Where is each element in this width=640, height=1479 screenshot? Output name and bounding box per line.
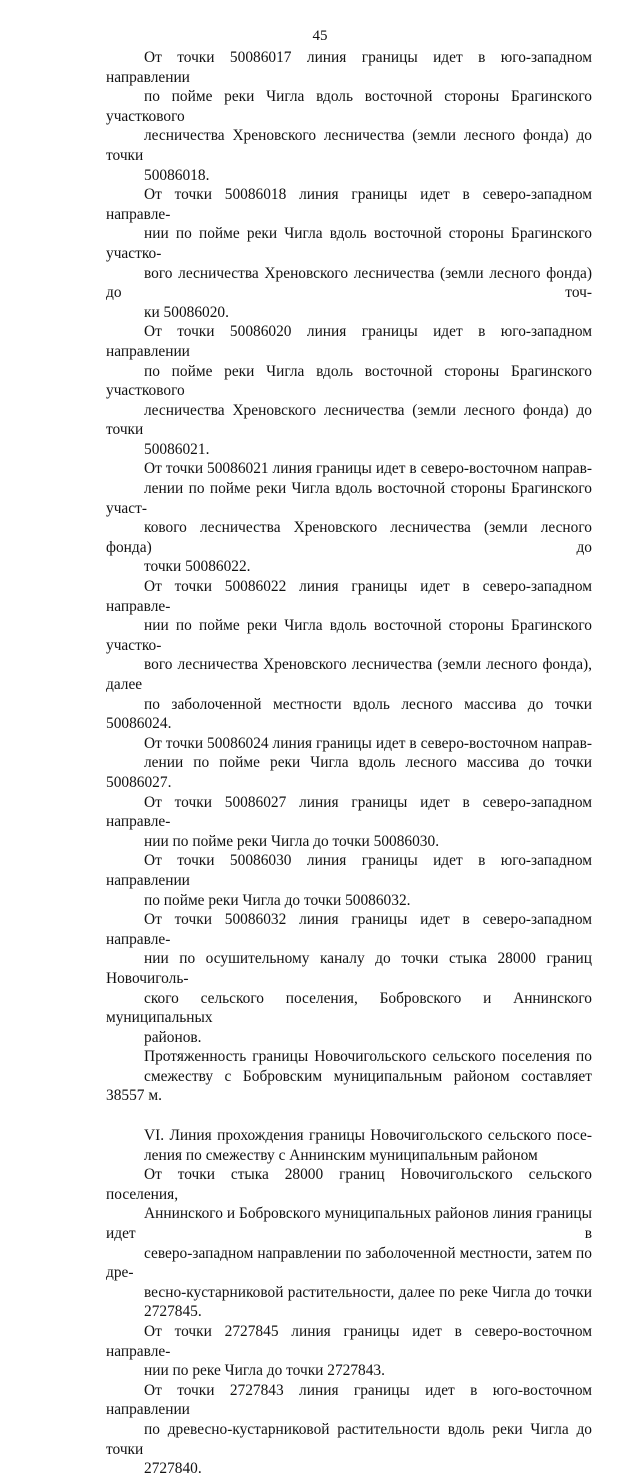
text-line: От точки 50086022 линия границы идет в северо-западном направле- <box>106 578 592 615</box>
text-line: районов. <box>144 1028 202 1046</box>
paragraph <box>106 322 592 459</box>
text-line: вого лесничества Хреновского лесничества (земли лесного фонда), далее <box>106 656 592 693</box>
boundary-description-section-vi <box>106 1165 592 1479</box>
text-line: ского сельского поселения, Бобровского и Аннинского муниципальных <box>106 989 592 1027</box>
text-line: нии по пойме реки Чигла до точки 50086030. <box>144 832 440 850</box>
section-heading-vi <box>106 1126 592 1165</box>
paragraph <box>106 459 592 577</box>
paragraph <box>106 185 592 322</box>
text-line: Аннинского и Бобровского муниципальных районов линия границы идет в <box>106 1205 592 1243</box>
text-line: вого лесничества Хреновского лесничества (земли лесного фонда) до точ- <box>106 264 592 302</box>
text-line: по заболоченной местности вдоль лесного массива до точки 50086024. <box>106 695 592 733</box>
boundary-description-section-v <box>106 48 592 1106</box>
text-line: От точки 50086032 линия границы идет в северо-западном направле- <box>106 911 592 948</box>
paragraph <box>106 1047 592 1106</box>
text-line: лении по пойме реки Чигла вдоль восточной стороны Брагинского участ- <box>106 480 592 517</box>
text-line: ления по смежеству с Аннинским муниципальным районом <box>144 1146 538 1164</box>
text-line: От точки 50086017 линия границы идет в юго-западном направлении <box>106 49 592 86</box>
section-gap <box>106 1106 592 1126</box>
paragraph <box>106 910 592 1047</box>
text-line: 50086021. <box>144 440 210 458</box>
text-line: Протяженность границы Новочигольского сельского поселения по <box>144 1048 592 1066</box>
paragraph <box>106 793 592 852</box>
text-line: по пойме реки Чигла вдоль восточной стороны Брагинского участкового <box>106 88 592 125</box>
text-line: От точки 50086020 линия границы идет в юго-западном направлении <box>106 323 592 360</box>
text-line: точки 50086022. <box>144 558 251 576</box>
text-line: 50086018. <box>144 166 210 184</box>
text-line: 2727845. <box>144 1303 202 1321</box>
text-line: лесничества Хреновского лесничества (земли лесного фонда) до точки <box>106 401 592 439</box>
text-line: нии по реке Чигла до точки 2727843. <box>144 1362 385 1380</box>
text-line: по древесно-кустарниковой растительности вдоль реки Чигла до точки <box>106 1420 592 1458</box>
text-line: нии по пойме реки Чигла вдоль восточной стороны Брагинского участко- <box>106 225 592 262</box>
page-number: 45 <box>312 28 328 44</box>
paragraph <box>106 734 592 793</box>
section-title <box>106 1126 592 1165</box>
text-line: От точки 50086018 линия границы идет в северо-западном направле- <box>106 186 592 223</box>
text-line: смежеству с Бобровским муниципальным районом составляет 38557 м. <box>106 1067 592 1105</box>
text-line: От точки 2727843 линия границы идет в юго-восточном направлении <box>106 1381 592 1419</box>
paragraph <box>106 1322 592 1381</box>
text-line: лесничества Хреновского лесничества (земли лесного фонда) до точки <box>106 127 592 164</box>
text-line: От точки 2727845 линия границы идет в северо-восточном направле- <box>106 1323 592 1360</box>
text-line: ки 50086020. <box>144 303 229 321</box>
paragraph <box>106 851 592 910</box>
text-line: От точки 50086021 линия границы идет в северо-восточном направ- <box>144 460 592 478</box>
text-line: От точки 50086024 линия границы идет в северо-восточном направ- <box>144 734 592 752</box>
text-line: по пойме реки Чигла до точки 50086032. <box>144 891 411 909</box>
text-line: весно-кустарниковой растительности, далее по реке Чигла до точки <box>144 1283 592 1301</box>
text-line: нии по осушительному каналу до точки стыка 28000 границ Новочиголь- <box>106 950 592 987</box>
paragraph <box>106 577 592 734</box>
document-body <box>106 48 592 1479</box>
text-line: северо-западном направлении по заболоченной местности, затем по дре- <box>106 1244 592 1282</box>
text-line: От точки стыка 28000 границ Новочигольского сельского поселения, <box>106 1166 592 1203</box>
text-line: лении по пойме реки Чигла вдоль лесного массива до точки 50086027. <box>106 754 592 791</box>
paragraph <box>106 48 592 185</box>
text-line: От точки 50086027 линия границы идет в северо-западном направле- <box>106 793 592 831</box>
text-line: 2727840. <box>144 1460 202 1478</box>
text-line: нии по пойме реки Чигла вдоль восточной стороны Брагинского участко- <box>106 617 592 654</box>
text-line: по пойме реки Чигла вдоль восточной стороны Брагинского участкового <box>106 362 592 400</box>
paragraph <box>106 1381 592 1479</box>
text-line: От точки 50086030 линия границы идет в юго-западном направлении <box>106 852 592 889</box>
text-line: VI. Линия прохождения границы Новочигольского сельского посе- <box>144 1127 592 1145</box>
paragraph <box>106 1165 592 1322</box>
text-line: кового лесничества Хреновского лесничества (земли лесного фонда) до <box>106 519 592 556</box>
